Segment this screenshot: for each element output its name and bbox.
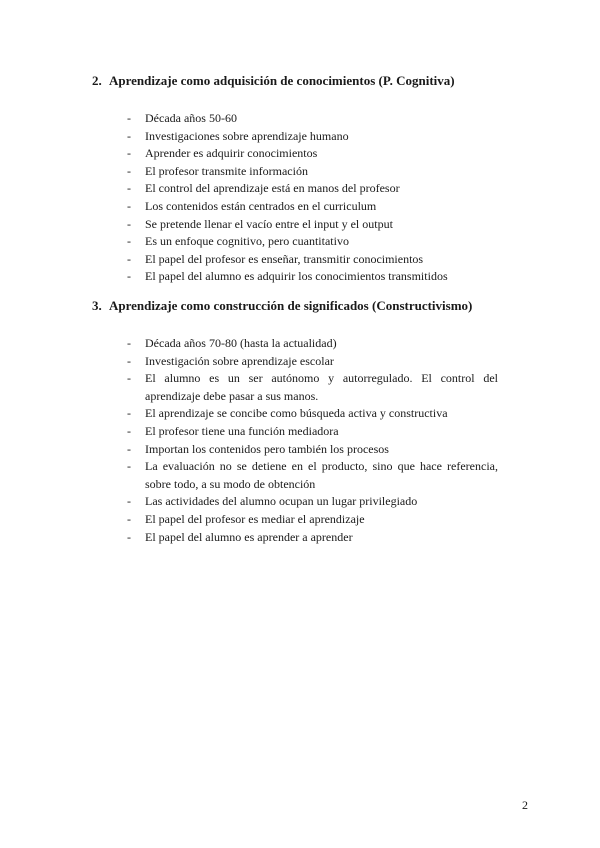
section-title: Aprendizaje como construcción de significados (Constructivismo) [109, 298, 473, 313]
dash-bullet: - [127, 269, 131, 284]
list-item [92, 335, 498, 353]
dash-bullet: - [127, 494, 131, 509]
dash-bullet: - [127, 459, 131, 474]
dash-bullet: - [127, 423, 131, 438]
list-item [92, 529, 498, 547]
section-cognitive [92, 73, 498, 286]
list-item-text: Es un enfoque cognitivo, pero cuantitativo [145, 234, 349, 249]
dash-bullet: - [127, 234, 131, 249]
list-item-text: Se pretende llenar el vacío entre el input y el output [145, 216, 393, 231]
list-item-text: La evaluación no se detiene en el producto, sino que hace referencia, sobre todo, a su modo de obtención [145, 459, 498, 491]
dash-bullet: - [127, 406, 131, 421]
list-item [92, 353, 498, 371]
section-number: 3. [92, 298, 102, 313]
list-item [92, 268, 498, 286]
list-item-text: El control del aprendizaje está en manos del profesor [145, 181, 400, 196]
list-item-text: El profesor tiene una función mediadora [145, 423, 339, 438]
section-title: Aprendizaje como adquisición de conocimientos (P. Cognitiva) [109, 73, 455, 88]
list-item [92, 198, 498, 216]
list-item [92, 423, 498, 441]
section-constructivism [92, 298, 498, 546]
list-item-text: Importan los contenidos pero también los procesos [145, 441, 389, 456]
section-heading [92, 73, 498, 89]
list-item-text: Década años 70-80 (hasta la actualidad) [145, 336, 337, 350]
list-item-text: El papel del alumno es adquirir los conocimientos transmitidos [145, 269, 448, 284]
section-list [92, 110, 498, 286]
list-item-text: El papel del alumno es aprender a aprender [145, 529, 353, 544]
list-item-text: Los contenidos están centrados en el curriculum [145, 198, 377, 213]
dash-bullet: - [127, 216, 131, 231]
list-item [92, 180, 498, 198]
dash-bullet: - [127, 128, 131, 143]
list-item [92, 251, 498, 269]
list-item [92, 110, 498, 128]
list-item [92, 233, 498, 251]
page-number: 2 [522, 798, 528, 812]
list-item [92, 405, 498, 423]
list-item-text: El aprendizaje se concibe como búsqueda activa y constructiva [145, 406, 448, 421]
dash-bullet: - [127, 371, 131, 386]
dash-bullet: - [127, 146, 131, 161]
list-item [92, 511, 498, 529]
list-item-text: El alumno es un ser autónomo y autorregulado. El control del aprendizaje debe pasar a sus manos. [145, 371, 498, 403]
list-item-text: El papel del profesor es mediar el aprendizaje [145, 511, 365, 526]
dash-bullet: - [127, 198, 131, 213]
section-number: 2. [92, 73, 102, 88]
list-item [92, 493, 498, 511]
list-item-text: Las actividades del alumno ocupan un lugar privilegiado [145, 494, 418, 509]
list-item [92, 441, 498, 459]
list-item [92, 458, 498, 493]
list-item [92, 370, 498, 405]
list-item [92, 128, 498, 146]
list-item [92, 216, 498, 234]
list-item-text: El papel del profesor es enseñar, transmitir conocimientos [145, 251, 424, 266]
section-heading [92, 298, 498, 314]
list-item [92, 145, 498, 163]
dash-bullet: - [127, 353, 131, 368]
dash-bullet: - [127, 336, 131, 350]
section-list [92, 335, 498, 546]
dash-bullet: - [127, 511, 131, 526]
dash-bullet: - [127, 529, 131, 544]
dash-bullet: - [127, 111, 131, 125]
list-item-text: Aprender es adquirir conocimientos [145, 146, 318, 161]
dash-bullet: - [127, 181, 131, 196]
list-item [92, 163, 498, 181]
list-item-text: El profesor transmite información [145, 163, 308, 178]
list-item-text: Investigación sobre aprendizaje escolar [145, 353, 334, 368]
dash-bullet: - [127, 163, 131, 178]
dash-bullet: - [127, 251, 131, 266]
list-item-text: Investigaciones sobre aprendizaje humano [145, 128, 349, 143]
dash-bullet: - [127, 441, 131, 456]
list-item-text: Década años 50-60 [145, 111, 237, 125]
